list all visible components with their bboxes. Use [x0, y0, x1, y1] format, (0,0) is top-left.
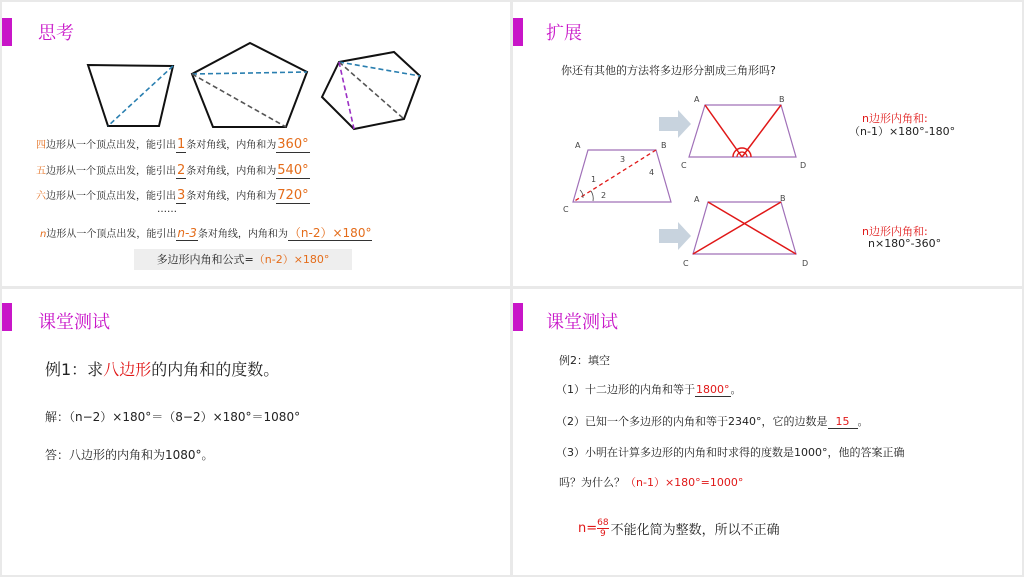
pentagon-shape [192, 43, 307, 127]
bottom-label-D: D [802, 259, 809, 268]
question-2: （2）已知一个多边形的内角和等于2340°，它的边数是 15 。 [556, 415, 869, 428]
result1-formula: （n-1）×180°-180° [849, 125, 956, 138]
left-label-1: 1 [591, 175, 597, 184]
penta-diagonal-1 [192, 72, 307, 74]
top-label-C: C [681, 161, 687, 170]
top-label-D: D [800, 161, 807, 170]
bottom-trapezoid [693, 202, 796, 254]
left-label-B: B [661, 141, 667, 150]
conclusion: n= $\frac{68}{9}$ 不能化简为整数，所以不正确 [578, 518, 780, 539]
bottom-label-B: B [780, 194, 786, 203]
slide-test2 [513, 289, 1022, 575]
example1-question: 例1：求八边形的内角和的度数。 [45, 360, 280, 379]
left-label-2: 2 [601, 191, 607, 200]
top-label-B: B [779, 95, 785, 104]
question-3-line2: 吗？为什么？（n-1）×180°=1000° [559, 476, 744, 489]
hexa-diagonal-2 [339, 62, 404, 119]
arrow-bottom [659, 222, 691, 250]
question-text: 你还有其他的方法将多边形分割成三角形吗? [561, 64, 776, 77]
split-diagrams [513, 2, 1022, 286]
quadrilateral-shape [88, 65, 173, 126]
left-label-4: 4 [649, 168, 655, 177]
line-hexa: 六边形从一个顶点出发，能引出3条对角线，内角和为720° [36, 188, 309, 203]
line-penta: 五边形从一个顶点出发，能引出2条对角线，内角和为540° [36, 163, 309, 178]
formula-box: 多边形内角和公式=（n-2）×180° [134, 249, 352, 270]
arrow-top [659, 110, 691, 138]
penta-diagonal-2 [192, 74, 286, 127]
example1-solution: 解：（n−2）×180°＝（8−2）×180°＝1080° [45, 410, 301, 424]
left-label-A: A [575, 141, 581, 150]
slide-title: 扩展 [546, 23, 582, 44]
slide-expand [513, 2, 1022, 286]
bottom-label-A: A [694, 195, 700, 204]
top-label-A: A [694, 95, 700, 104]
result1-title: n边形内角和: [862, 112, 928, 125]
quad-diagonal [108, 66, 173, 126]
line-quad: 四边形从一个顶点出发，能引出1条对角线，内角和为360° [36, 137, 309, 152]
result2-formula: n×180°-360° [868, 237, 942, 250]
slide-title: 课堂测试 [546, 312, 618, 333]
title-bar [2, 303, 12, 331]
hexa-diagonal-3 [339, 62, 354, 129]
result2-title: n边形内角和: [862, 225, 928, 238]
line-general: n边形从一个顶点出发，能引出n-3条对角线，内角和为（n-2）×180° [40, 226, 372, 240]
slide-think [2, 2, 510, 286]
title-bar [513, 303, 523, 331]
left-angle-arc-2 [591, 191, 593, 201]
fraction: $\frac{68}{9}$ [597, 518, 609, 539]
left-label-C: C [563, 205, 569, 214]
slide-title: 思考 [38, 23, 74, 44]
question-1: （1）十二边形的内角和等于1800°。 [556, 383, 742, 396]
slide-title: 课堂测试 [38, 312, 110, 333]
left-label-3: 3 [620, 155, 626, 164]
example2-title: 例2：填空 [559, 354, 610, 367]
slide-test1 [2, 289, 510, 575]
example1-answer: 答：八边形的内角和为1080°。 [45, 448, 214, 462]
bottom-label-C: C [683, 259, 689, 268]
ellipsis: …… [157, 204, 177, 215]
top-trapezoid [689, 105, 796, 157]
question-3-line1: （3）小明在计算多边形的内角和时求得的度数是1000°，他的答案正确 [556, 446, 905, 459]
